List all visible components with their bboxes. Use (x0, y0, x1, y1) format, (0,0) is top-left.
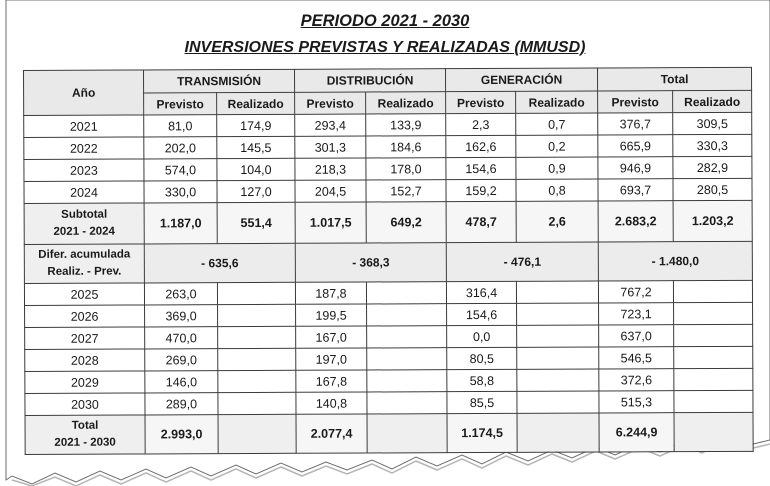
header-previsto: Previsto (446, 91, 516, 113)
value-cell: 197,0 (296, 348, 367, 370)
subtotal-cell: 478,7 (446, 201, 516, 242)
total-label (25, 415, 145, 455)
value-cell: 202,0 (144, 137, 217, 159)
table-row (25, 302, 753, 327)
header-year: Año (24, 70, 144, 116)
value-cell: 146,0 (145, 371, 218, 393)
value-cell: 154,6 (447, 303, 517, 325)
empty-cell (218, 348, 296, 370)
document-subtitle: INVERSIONES PREVISTAS Y REALIZADAS (MMUSD) (184, 39, 586, 56)
empty-cell (367, 392, 447, 414)
value-cell: 289,0 (145, 393, 218, 415)
subtotal-cell: 2.683,2 (598, 201, 673, 242)
year-cell: 2024 (24, 181, 144, 204)
value-cell: 133,9 (366, 114, 446, 136)
value-cell: 187,8 (295, 282, 366, 304)
value-cell: 767,2 (598, 281, 673, 303)
empty-cell (516, 281, 598, 303)
year-cell: 2025 (24, 283, 144, 306)
value-cell: 104,0 (217, 158, 295, 180)
total-cell: 6.244,9 (599, 413, 674, 452)
table-row (24, 178, 752, 203)
value-cell: 58,8 (447, 369, 517, 391)
value-cell: 154,6 (446, 157, 516, 179)
value-cell: 81,0 (144, 115, 217, 137)
subtotal-cell: 551,4 (217, 202, 295, 243)
table-row (25, 368, 753, 393)
header-realizado: Realizado (673, 90, 752, 112)
value-cell: 546,5 (599, 347, 674, 369)
total-cell: 1.174,5 (447, 413, 517, 452)
subtotal-cell: 649,2 (366, 202, 446, 243)
header-previsto: Previsto (144, 93, 217, 115)
value-cell: 330,3 (673, 134, 752, 156)
empty-cell (673, 280, 752, 302)
value-cell: 159,2 (446, 179, 516, 201)
table-row (24, 280, 752, 305)
empty-cell (674, 390, 753, 412)
empty-cell (367, 304, 447, 326)
value-cell: 309,5 (673, 112, 752, 134)
table-row (24, 112, 752, 137)
value-cell: 145,5 (217, 136, 295, 158)
total-cell: 2.993,0 (145, 415, 218, 454)
empty-cell (517, 391, 599, 413)
year-cell: 2021 (24, 115, 144, 138)
year-cell: 2022 (24, 137, 144, 160)
table-row (25, 324, 753, 349)
value-cell: 152,7 (366, 180, 446, 202)
difference-label-line2: Realiz. - Prev. (47, 265, 122, 278)
difference-label (24, 244, 144, 284)
value-cell: 470,0 (145, 327, 218, 349)
table-row (25, 390, 753, 415)
subtotal-cell: 2,6 (516, 201, 598, 242)
header-transmision: TRANSMISIÓN (144, 69, 295, 93)
table-row (25, 346, 753, 371)
value-cell: 218,3 (295, 158, 366, 180)
empty-cell (674, 346, 753, 368)
subtotal-label (24, 203, 144, 245)
value-cell: 0,9 (516, 157, 598, 179)
value-cell: 0,0 (447, 325, 517, 347)
empty-cell (367, 326, 447, 348)
value-cell: 80,5 (447, 347, 517, 369)
header-previsto: Previsto (295, 92, 366, 114)
empty-cell (517, 413, 599, 452)
total-cell: 2.077,4 (296, 414, 367, 453)
total-label-line1: Total (71, 419, 99, 432)
empty-cell (674, 324, 753, 346)
difference-label-line1: Difer. acumulada (38, 248, 131, 261)
value-cell: 330,0 (144, 181, 217, 203)
value-cell: 316,4 (446, 281, 516, 303)
empty-cell (674, 302, 753, 324)
value-cell: 282,9 (673, 156, 752, 178)
value-cell: 184,6 (366, 136, 446, 158)
empty-cell (218, 392, 296, 414)
value-cell: 0,7 (516, 113, 598, 135)
difference-cell: - 1.480,0 (598, 241, 752, 281)
value-cell: 574,0 (144, 159, 217, 181)
empty-cell (366, 282, 446, 304)
value-cell: 665,9 (598, 135, 673, 157)
value-cell: 140,8 (296, 392, 367, 414)
header-distribucion: DISTRIBUCIÓN (294, 69, 445, 93)
header-realizado: Realizado (217, 92, 295, 114)
difference-cell: - 368,3 (295, 243, 446, 283)
value-cell: 515,3 (599, 391, 674, 413)
year-cell: 2023 (24, 159, 144, 182)
header-total: Total (598, 67, 752, 91)
value-cell: 269,0 (145, 349, 218, 371)
value-cell: 723,1 (599, 303, 674, 325)
value-cell: 376,7 (598, 113, 673, 135)
value-cell: 369,0 (145, 305, 218, 327)
year-cell: 2026 (25, 305, 145, 328)
subtotal-label-line1: Subtotal (61, 208, 108, 221)
year-cell: 2028 (25, 349, 145, 372)
total-row (25, 412, 753, 454)
value-cell: 0,8 (516, 179, 598, 201)
empty-cell (218, 326, 296, 348)
header-generacion: GENERACIÓN (446, 68, 598, 92)
subtotal-label-line2: 2021 - 2024 (53, 225, 115, 238)
header-realizado: Realizado (366, 92, 446, 114)
empty-cell (517, 369, 599, 391)
empty-cell (217, 282, 295, 304)
value-cell: 204,5 (295, 180, 366, 202)
value-cell: 127,0 (217, 180, 295, 202)
header-previsto: Previsto (598, 91, 673, 113)
value-cell: 946,9 (598, 157, 673, 179)
difference-cell: - 476,1 (446, 242, 598, 282)
subtotal-row (24, 200, 752, 244)
subtotal-cell: 1.017,5 (295, 202, 366, 243)
header-realizado: Realizado (516, 91, 598, 113)
value-cell: 199,5 (296, 304, 367, 326)
empty-cell (367, 348, 447, 370)
year-cell: 2029 (25, 371, 145, 394)
year-cell: 2030 (25, 393, 145, 416)
value-cell: 167,8 (296, 370, 367, 392)
table-row (24, 134, 752, 159)
value-cell: 293,4 (295, 114, 366, 136)
empty-cell (517, 303, 599, 325)
value-cell: 263,0 (144, 283, 217, 305)
year-cell: 2027 (25, 327, 145, 350)
difference-cell: - 635,6 (144, 243, 295, 283)
value-cell: 301,3 (295, 136, 366, 158)
empty-cell (517, 325, 599, 347)
empty-cell (517, 347, 599, 369)
empty-cell (674, 368, 753, 390)
value-cell: 178,0 (366, 158, 446, 180)
value-cell: 174,9 (217, 114, 295, 136)
value-cell: 693,7 (598, 179, 673, 201)
total-label-line2: 2021 - 2030 (54, 436, 116, 449)
subtotal-cell: 1.203,2 (673, 200, 752, 241)
empty-cell (218, 370, 296, 392)
table-row (24, 156, 752, 181)
value-cell: 637,0 (599, 325, 674, 347)
value-cell: 372,6 (599, 369, 674, 391)
empty-cell (674, 412, 753, 451)
value-cell: 85,5 (447, 391, 517, 413)
document-title: PERIODO 2021 - 2030 (300, 12, 470, 30)
value-cell: 280,5 (673, 178, 752, 200)
difference-row (24, 241, 752, 283)
investment-table (23, 67, 754, 455)
value-cell: 167,0 (296, 326, 367, 348)
value-cell: 2,3 (446, 113, 516, 135)
empty-cell (367, 370, 447, 392)
value-cell: 0,2 (516, 135, 598, 157)
empty-cell (218, 414, 296, 453)
value-cell: 162,6 (446, 135, 516, 157)
subtotal-cell: 1.187,0 (144, 203, 217, 244)
empty-cell (367, 414, 447, 453)
empty-cell (218, 304, 296, 326)
